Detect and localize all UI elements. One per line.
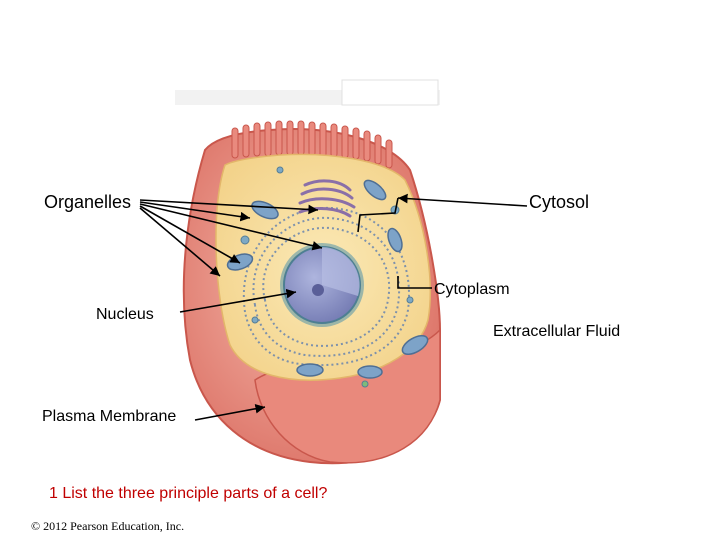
label-cytoplasm: Cytoplasm: [434, 281, 510, 298]
label-cytosol: Cytosol: [529, 192, 590, 212]
top-panel-inset: [342, 80, 438, 105]
label-organelles: Organelles: [44, 192, 132, 212]
copyright-notice: © 2012 Pearson Education, Inc.: [31, 519, 185, 533]
label-plasma-membrane: Plasma Membrane: [42, 408, 177, 425]
label-nucleus: Nucleus: [96, 306, 154, 323]
label-extracellular-fluid: Extracellular Fluid: [493, 323, 621, 340]
nucleus-organelle: [280, 243, 364, 327]
question-text: 1 List the three principle parts of a cell?: [49, 485, 328, 502]
